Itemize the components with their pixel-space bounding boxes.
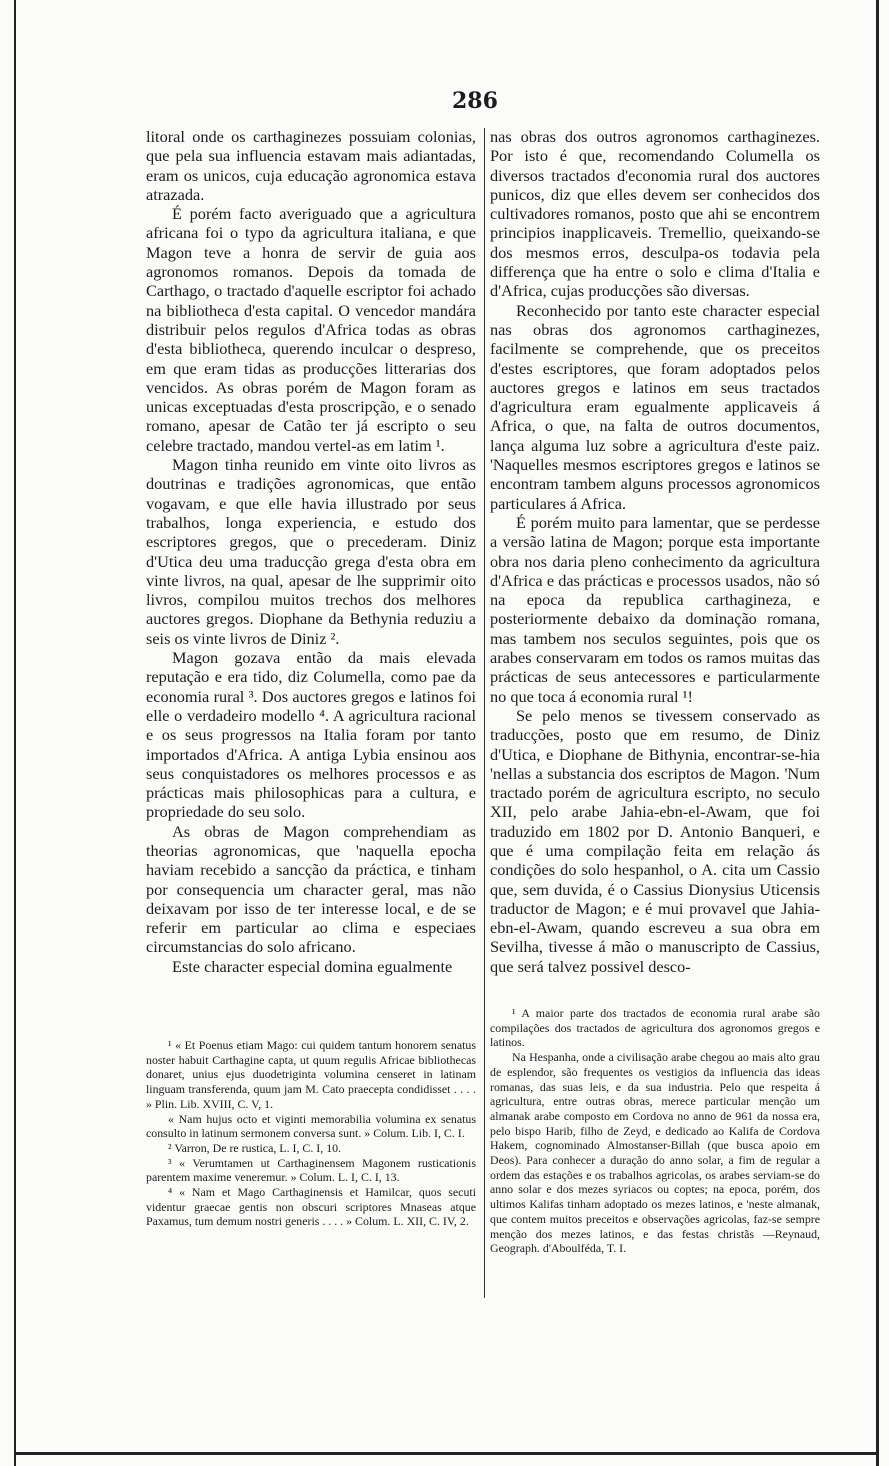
footnote: « Nam hujus octo et viginti memorabilia volumina ex senatus consulto in latinum sermonem conversa sunt. » Colum. Lib. I, C. I. (146, 1111, 476, 1141)
footnote: ¹ « Et Poenus etiam Mago: cui quidem tantum honorem senatus noster habuit Carthagine capta, ut quum regulis Africae bibliothecas donaret, unius ejus duodetriginta volumina censeret in latinam linguam transferenda, quum jam M. Cato praecepta condidisset . . . . » Plin. Lib. XVIII, C. V, 1. (146, 1038, 476, 1111)
paragraph: Este character especial domina egualmente (172, 956, 453, 976)
footnotes-right (490, 1006, 820, 1256)
paragraph: Magon gozava então da mais elevada reputação e era tido, diz Columella, como pae da economia rural ³. Dos auctores gregos e latinos foi elle o verdadeiro modello ⁴. A agricultura racional e os seus progressos na Italia foram por tanto importados d'Africa. A antiga Lybia ensinou aos seus conquistadores os melhores processos e as prácticas mais philosophicas para a cultura, e propriedade do seu solo. (146, 648, 476, 822)
paragraph: As obras de Magon comprehendiam as theorias agronomicas, que 'naquella epocha haviam recebido a sancção da práctica, e tinham por consequencia um character geral, mas não deixavam por isso de ter interesse local, e de se referir em particular ao clima e especiaes circumstancias do solo africano. (146, 821, 476, 957)
paragraph: litoral onde os carthaginezes possuiam colonias, que pela sua influencia estavam mais adiantadas, eram os unicos, cuja educação agronomica estava atrazada. (146, 127, 476, 204)
column-divider (484, 128, 485, 1298)
paragraph: nas obras dos outros agronomos carthaginezes. Por isto é que, recomendando Columella os diversos tractados d'economia rural dos auctores punicos, diz que elles devem ser conhecidos dos cultivadores romanos, posto que ahi se encontrem principios inapplicaveis. Tremellio, queixando-se dos mesmos erros, desculpa-os todavia pela differença que ha entre o solo e clima d'Italia e d'Africa, cujas producções são diversas. (490, 127, 820, 301)
left-column (146, 127, 476, 976)
page-bottom-border (14, 1452, 879, 1455)
footnote: ¹ A maior parte dos tractados de economia rural arabe são compilações dos tractados de agricultura dos agronomos gregos e latinos. (490, 1006, 820, 1050)
paragraph: Se pelo menos se tivessem conservado as traducções, posto que em resumo, de Diniz d'Utica, e Diophane de Bithynia, encontrar-se-hia 'nellas a substancia dos escriptos de Magon. 'Num tractado porém de agricultura escripto, no seculo XII, pelo arabe Jahia-ebn-el-Awam, que foi traduzido em 1802 por D. Antonio Banqueri, e que é uma compilação feita em relação ás condições do solo hespanhol, o A. cita um Cassio que, sem duvida, é o Cassius Dionysius Uticensis traductor de Magon; e é mui provavel que Jahia-ebn-el-Awam, quando escreveu a sua obra em Sevilha, tivesse á mão o manuscripto de Cassius, que será talvez possivel desco- (490, 705, 820, 976)
footnotes-left (146, 1038, 476, 1229)
page-number: 286 (452, 88, 498, 114)
page-left-border (14, 0, 16, 1466)
paragraph: É porém muito para lamentar, que se perdesse a versão latina de Magon; porque esta importante obra nos daria pleno conhecimento da agricultura d'Africa e das prácticas e processos usados, não só na epoca da republica carthagineza, e posteriormente debaixo da dominação romana, mas tambem nos seculos seguintes, pois que os arabes conservaram em todos os ramos muitas das prácticas de seus antecessores e particularmente no que toca á economia rural ¹! (490, 512, 820, 706)
footnote: Na Hespanha, onde a civilisação arabe chegou ao mais alto grau de esplendor, são frequentes os vestigios da influencia das ideas romanas, das suas leis, e da sua industria. Pelo que respeita á agricultura, entre outras obras, merece particular menção um almanak arabe composto em Cordova no anno de 961 da nossa era, pelo bispo Harib, filho de Zeyd, e dedicado ao Kalifa de Cordova Hakem, cognominado Almostanser-Billah (que busca apoio em Deos). Para conhecer a duração do anno solar, a fim de regular a ordem das estações e os trabalhos agricolas, os arabes serviam-se do anno solar e dos mezes syriacos ou coptes; na epoca, porém, dos ultimos Kalifas tinham adoptado os mezes latinos, e 'neste almanak, que contem muitos preceitos e observações agricolas, faz-se sempre menção dos mezes latinos, e das festas christãs —Reynaud, Geograph. d'Aboulféda, T. I. (490, 1050, 820, 1256)
page-right-border (876, 0, 879, 1466)
paragraph: É porém facto averiguado que a agricultura africana foi o typo da agricultura italiana, e que Magon teve a honra de servir de guia aos agronomos romanos. Depois da tomada de Carthago, o tractado d'aquelle escriptor foi achado na bibliotheca d'esta capital. O vencedor mandára distribuir pelos regulos d'Africa todas as obras d'esta bibliotheca, querendo inculcar o despreso, em que eram tidas as producções litterarias dos vencidos. As obras porém de Magon foram as unicas exceptuadas d'esta proscripção, e o senado romano, apesar de Catão ter já escripto o seu celebre tractado, mandou vertel-as em latim ¹. (146, 204, 476, 455)
footnote: ³ « Verumtamen ut Carthaginensem Magonem rusticationis parentem maxime veneremur. » Colum. L. I, C. I, 13. (146, 1155, 476, 1185)
paragraph: Magon tinha reunido em vinte oito livros as doutrinas e tradições agronomicas, que então vogavam, e que elle havia illustrado por seus trabalhos, longa experiencia, e estudo dos escriptores gregos, que o precederam. Diniz d'Utica deu uma traducção grega d'esta obra em vinte livros, na qual, apesar de lhe supprimir oito livros, compilou muitos trechos dos melhores auctores gregos. Diophane da Bethynia reduziu a seis os vinte livros de Diniz ². (146, 455, 476, 648)
footnote: ² Varron, De re rustica, L. I, C. I, 10. (168, 1140, 342, 1155)
footnote: ⁴ « Nam et Mago Carthaginensis et Hamilcar, quos secuti videntur graecae gentis non obscuri scriptores Mnaseas atque Paxamus, tum demum nostri generis . . . . » Colum. L. XII, C. IV, 2. (146, 1185, 476, 1229)
right-column (490, 127, 820, 976)
paragraph: Reconhecido por tanto este character especial nas obras dos agronomos carthaginezes, facilmente se comprehende, que os preceitos d'estes escriptores, que foram adoptados pelos auctores gregos e latinos em seus tractados d'agricultura eram egualmente applicaveis á Africa, o que, na falta de outros documentos, lança alguma luz sobre a agricultura d'este paiz. 'Naquelles mesmos escriptores gregos e latinos se encontram tambem alguns processos agronomicos particulares á Africa. (490, 300, 820, 513)
